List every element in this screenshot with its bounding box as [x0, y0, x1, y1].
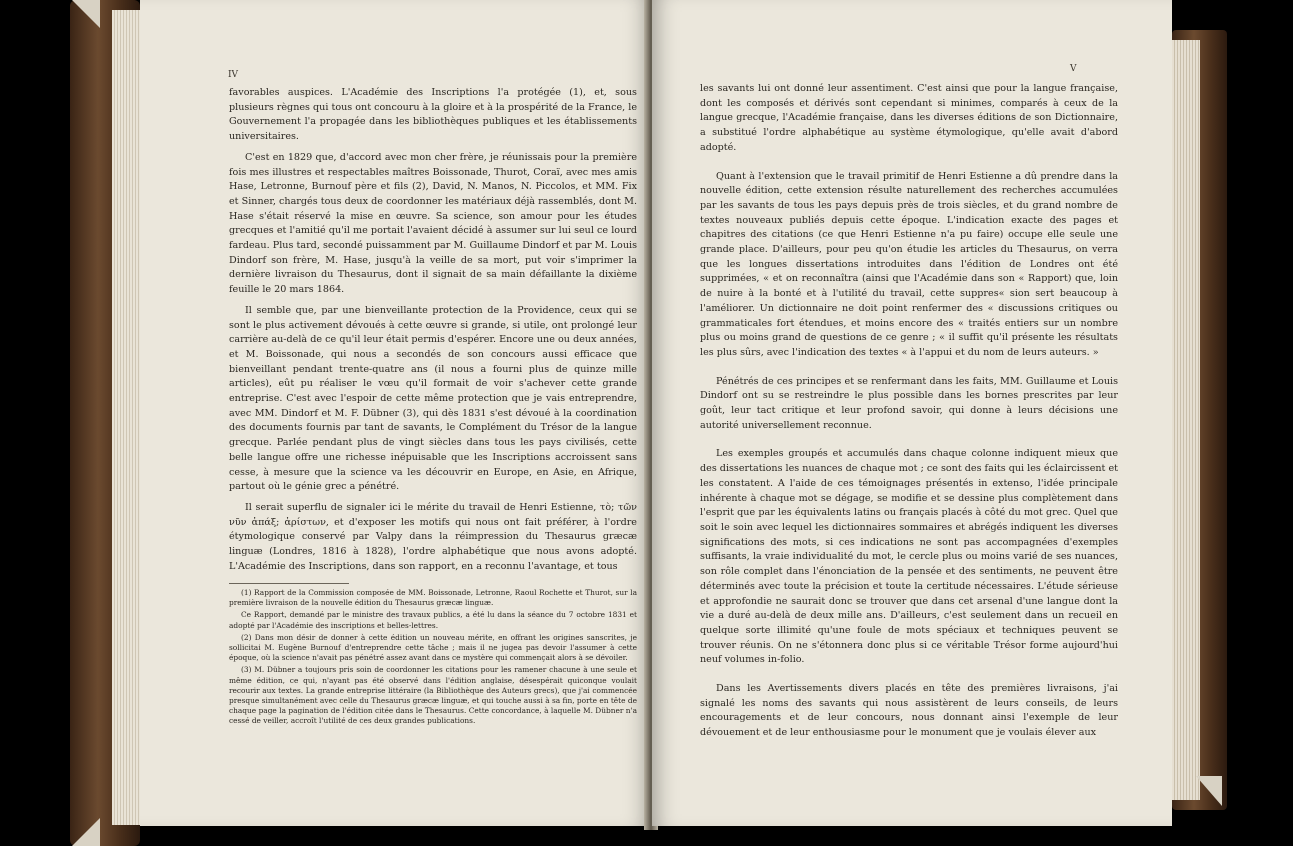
paragraph: Quant à l'extension que le travail primitif de Henri Estienne a dû prendre dans la nouvelle édition, cette extension résulte naturellement des recherches accumulées par les savants de tous les pays depuis près de trois siècles, et du grand nombre de textes nouveaux publiés depuis cette époque. L'indication exacte des pages et chapitres des citations (ce que Henri Estienne n'a pu faire) occupe elle seule une grande place. D'ailleurs, pour peu qu'on étudie les articles du Thesaurus, on verra que les longues dissertations introduites dans l'édition de Londres ont été supprimées, « et on reconnaîtra (ainsi que l'Académie dans son « Rapport) que, loin de nuire à la bonté et à l'utilité du travail, cette suppres« sion sert beaucoup à l'améliorer. Un dictionnaire ne doit point renfermer des « discussions critiques ou grammaticales fort étendues, et moins encore des « traités entiers sur un nombre plus ou moins grand de questions de ce genre ; « il suffit qu'il présente les résultats les plus sûrs, avec l'indication des textes « à l'appui et du nom de leurs auteurs. »: [700, 170, 1118, 358]
right-page-edges: [1172, 40, 1200, 800]
left-page-edges: [112, 10, 140, 825]
footnote: Ce Rapport, demandé par le ministre des travaux publics, a été lu dans la séance du 7 octobre 1831 et adopté par l'Académie des inscriptions et belles-lettres.: [229, 610, 637, 630]
corner-protector: [72, 0, 100, 28]
paragraph: Dans les Avertissements divers placés en tête des premières livraisons, j'ai signalé les noms des savants qui nous assistèrent de leurs conseils, de leurs encouragements et de leur concours, nous donnant ainsi l'exemple de leur dévouement et de leur enthousiasme pour le monument que je voulais élever aux: [700, 683, 1118, 739]
footnotes: [229, 588, 637, 729]
right-page-body: [700, 82, 1118, 747]
corner-protector: [1196, 776, 1222, 806]
corner-protector: [72, 818, 100, 846]
paragraph: C'est en 1829 que, d'accord avec mon cher frère, je réunissais pour la première fois mes illustres et respectables maîtres Boissonade, Thurot, Coraï, avec mes amis Hase, Letronne, Burnouf père et fils (2), David, N. Manos, N. Piccolos, et MM. Fix et Sinner, chargés tous deux de coordonner les matériaux déjà rassemblés, dont M. Hase s'était réservé la mise en œuvre. Sa science, son amour pour les études grecques et l'amitié qu'il me portait l'avaient décidé à assumer sur lui seul ce lourd fardeau. Plus tard, secondé puissamment par M. Guillaume Dindorf et par M. Louis Dindorf son frère, M. Hase, jusqu'à la veille de sa mort, put voir s'imprimer la dernière livraison du Thesaurus, dont il signait de sa main défaillante la dixième feuille le 20 mars 1864.: [229, 151, 637, 296]
footnote-rule: [229, 583, 349, 584]
footnote: (1) Rapport de la Commission composée de MM. Boissonade, Letronne, Raoul Rochette et Thurot, sur la première livraison de la nouvelle édition du Thesaurus græcæ linguæ.: [229, 588, 637, 608]
paragraph: les savants lui ont donné leur assentiment. C'est ainsi que pour la langue française, dont les composés et dérivés sont cependant si minimes, comparés à ceux de la langue grecque, l'Académie française, dans les diverses éditions de son Dictionnaire, a substitué l'ordre alphabétique au système étymologique, qu'elle avait d'abord adopté.: [700, 83, 1118, 153]
left-page-body: [229, 86, 637, 581]
left-page: [140, 0, 650, 826]
paragraph: Pénétrés de ces principes et se renfermant dans les faits, MM. Guillaume et Louis Dindorf ont su se restreindre le plus possible dans les bornes prescrites par leur goût, leur tact critique et leur profond savoir, qui donne à leurs décisions une autorité universellement reconnue.: [700, 375, 1118, 431]
page-number: IV: [228, 70, 239, 80]
paragraph: Il serait superflu de signaler ici le mérite du travail de Henri Estienne, τὸ; τῶν νῦν ἀπάξ; ἀρίστων, et d'exposer les motifs qui nous ont fait préférer, à l'ordre étymologique conservé par Valpy dans la réimpression du Thesaurus græcæ linguæ (Londres, 1816 à 1828), l'ordre alphabétique que nous avons adopté. L'Académie des Inscriptions, dans son rapport, en a reconnu l'avantage, et tous: [229, 501, 637, 572]
footnote: (2) Dans mon désir de donner à cette édition un nouveau mérite, en offrant les origines sanscrites, je sollicitai M. Eugène Burnouf d'entreprendre cette tâche ; mais il ne jugea pas devoir l'assumer à cette époque, où la science n'avait pas pénétré assez avant dans ce mystère qui commençait alors à se dévoiler.: [229, 632, 637, 663]
right-page: [652, 0, 1172, 826]
paragraph: favorables auspices. L'Académie des Inscriptions l'a protégée (1), et, sous plusieurs règnes qui tous ont concouru à la gloire et à la prospérité de la France, le Gouvernement l'a propagée dans les bibliothèques publiques et les établissements universitaires.: [229, 87, 637, 143]
paragraph: Il semble que, par une bienveillante protection de la Providence, ceux qui se sont le plus activement dévoués à cette œuvre si grande, si utile, ont prolongé leur carrière au-delà de ce qu'il leur était permis d'espérer. Encore une ou deux années, et M. Boissonade, qui nous a secondés de son concours aussi efficace que bienveillant pendant trente-quatre ans (il nous a fourni plus de quinze mille articles), eût pu réaliser le vœu qu'il formait de voir s'achever cette grande entreprise. C'est avec l'espoir de cette même protection que je vais entreprendre, avec MM. Dindorf et M. F. Dübner (3), qui dès 1831 s'est dévoué à la coordination des documents fournis par tant de savants, le Complément du Trésor de la langue grecque. Parlée pendant plus de vingt siècles dans tous les pays civilisés, cette belle langue offre une richesse inépuisable que les Inscriptions accroissent sans cesse, à mesure que la science va les découvrir en Europe, en Asie, en Afrique, partout où le génie grec a pénétré.: [229, 304, 637, 493]
footnote: (3) M. Dübner a toujours pris soin de coordonner les citations pour les ramener chacune à une seule et même édition, ce qui, n'ayant pas été observé dans l'édition anglaise, désespérait quiconque voulait recourir aux textes. La grande entreprise littéraire (la Bibliothèque des Auteurs grecs), que j'ai commencée presque simultanément avec celle du Thesaurus græcæ linguæ, et qui touche aussi à sa fin, porte en tête de chaque page la pagination de l'édition citée dans le Thesaurus. Cette concordance, à laquelle M. Dübner n'a cessé de veiller, accroît l'utilité de ces deux grandes publications.: [229, 665, 637, 726]
page-number: V: [1070, 64, 1077, 74]
paragraph: Les exemples groupés et accumulés dans chaque colonne indiquent mieux que des dissertations les nuances de chaque mot ; ce sont des faits qui les éclaircissent et les constatent. A l'aide de ces témoignages présentés in extenso, l'idée principale inhérente à chaque mot se dégage, se modifie et se dessine plus complètement dans l'esprit que par les équivalents latins ou français placés à côté du mot grec. Quel que soit le soin avec lequel les dictionnaires sommaires et abrégés indiquent les diverses significations des mots, si ces indications ne sont pas accompagnées d'exemples suffisants, la vraie individualité du mot, le cercle plus ou moins varié de ses nuances, son rôle complet dans l'énonciation de la pensée et des sentiments, ne peuvent être déterminés avec toute la précision et toute la certitude nécessaires. L'étude sérieuse et approfondie ne saurait donc se trouver que dans cet arsenal d'une langue dont la vie a duré au-delà de deux mille ans. D'ailleurs, c'est seulement dans un recueil en quelque sorte illimité qu'une foule de mots spéciaux et techniques peuvent se trouver réunis. On ne s'étonnera donc plus si ce véritable Trésor forme aujourd'hui neuf volumes in-folio.: [700, 448, 1118, 666]
